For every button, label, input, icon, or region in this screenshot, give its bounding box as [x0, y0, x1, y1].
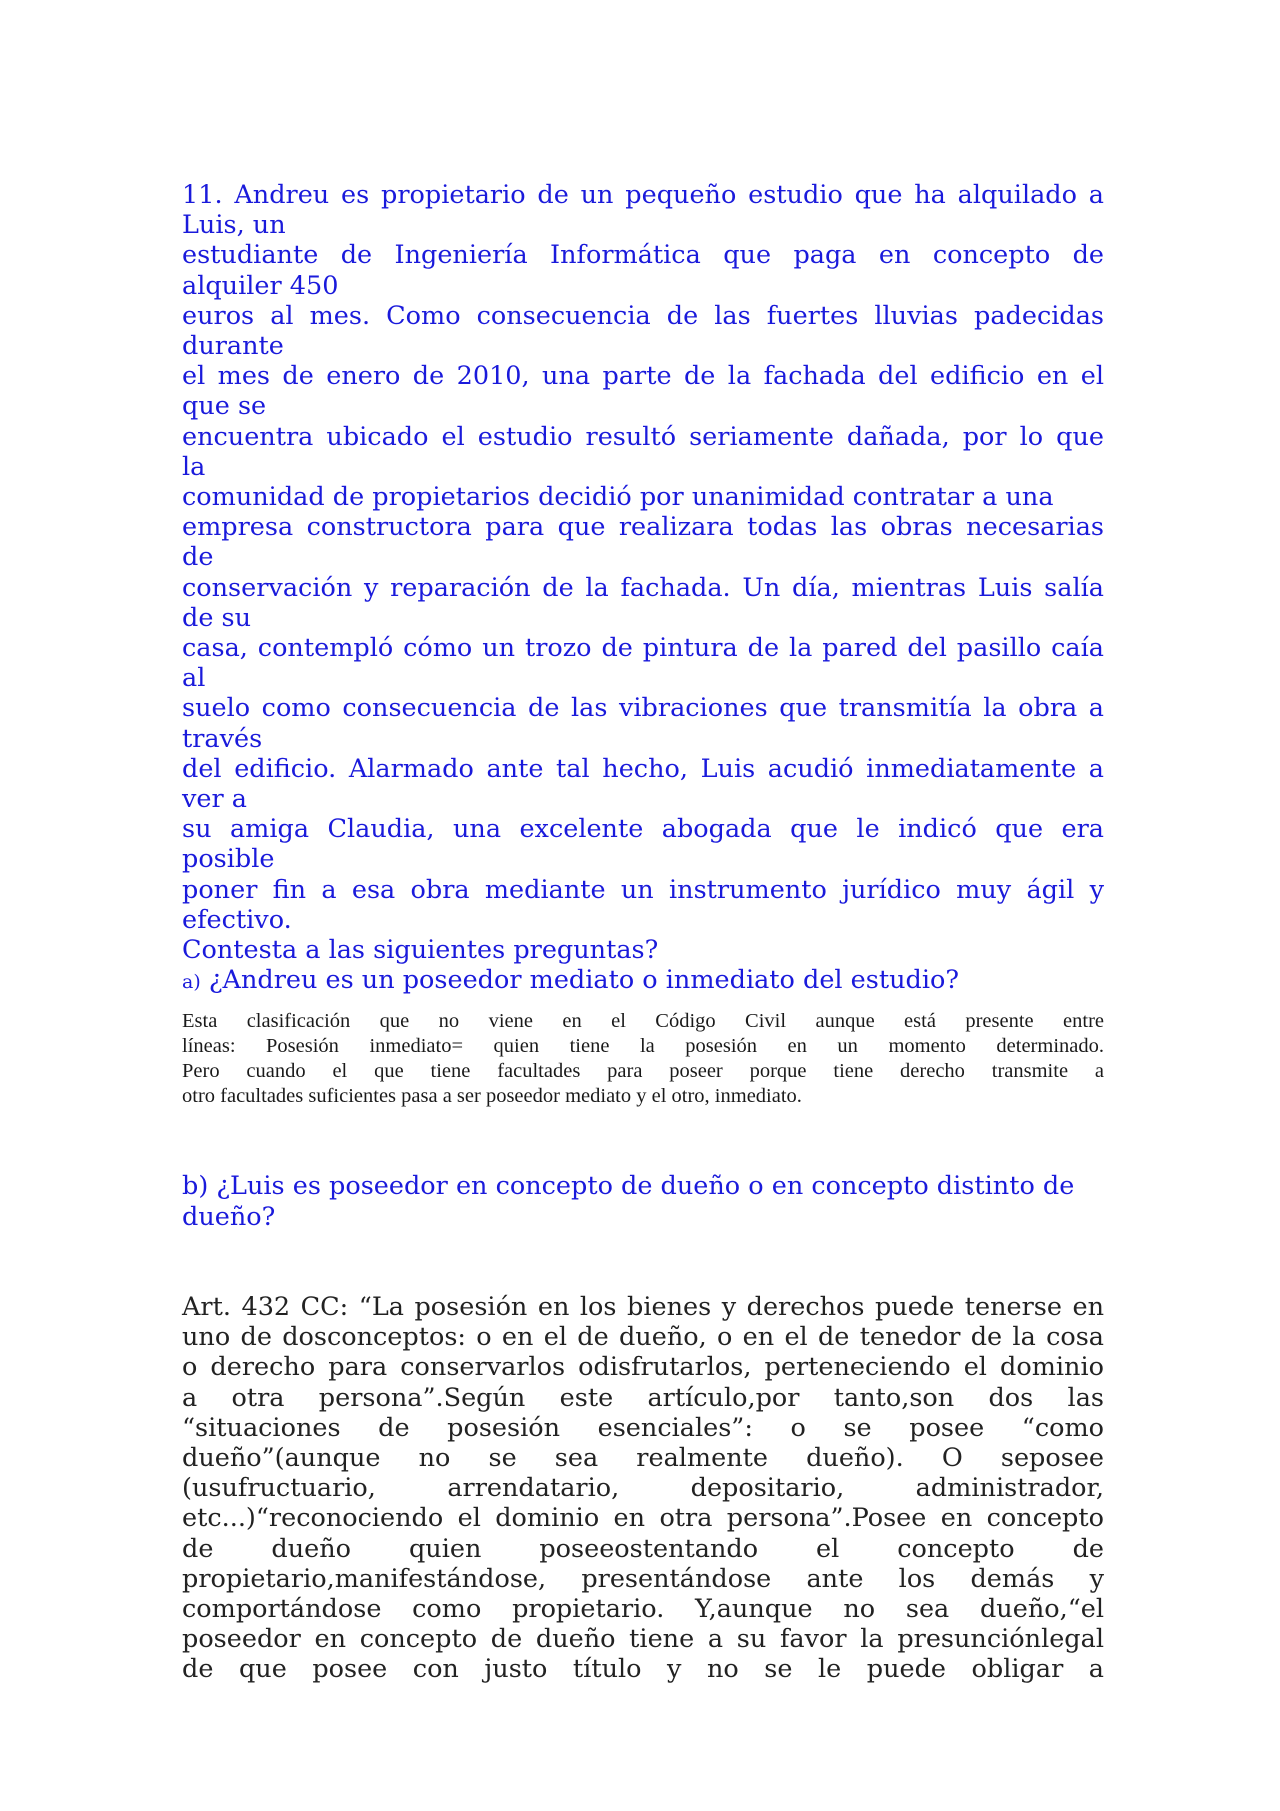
question-line: conservación y reparación de la fachada. Un día, mientras Luis salía	[182, 572, 1104, 603]
answer-line: de dueño quien poseeostentando el concepto de	[182, 1533, 1104, 1564]
question-line: Luis, un	[182, 210, 286, 241]
question-line: durante	[182, 331, 284, 362]
question-line: 11. Andreu es propietario de un pequeño estudio que ha alquilado a	[182, 180, 1104, 210]
question-line: dueño?	[182, 1201, 276, 1232]
question-line: posible	[182, 844, 275, 875]
question-line: el mes de enero de 2010, una parte de la fachada del edificio en el	[182, 361, 1104, 392]
question-line: euros al mes. Como consecuencia de las fuertes lluvias padecidas	[182, 300, 1104, 331]
question-line: casa, contempló cómo un trozo de pintura de la pared del pasillo caía	[182, 633, 1104, 664]
part-b-answer	[182, 1292, 1104, 1685]
question-line: del edificio. Alarmado ante tal hecho, Luis acudió inmediatamente a	[182, 753, 1104, 784]
question-line: estudiante de Ingeniería Informática que paga en concepto de	[182, 240, 1104, 271]
question-line: través	[182, 723, 263, 754]
part-a-question-text: ¿Andreu es un poseedor mediato o inmediato del estudio?	[208, 965, 960, 996]
answer-line: “situaciones de posesión esenciales”: o se posee “como	[182, 1412, 1104, 1443]
part-b-question	[182, 1171, 1104, 1231]
answer-line: líneas: Posesión inmediato= quien tiene la posesión en un momento determinado.	[182, 1035, 1104, 1058]
answer-line: a otra persona”.Según este artículo,por tanto,son dos las	[182, 1382, 1104, 1413]
answer-line: de que posee con justo título y no se le puede obligar a	[182, 1654, 1104, 1685]
answer-line: o derecho para conservarlos odisfrutarlos, perteneciendo el dominio	[182, 1352, 1104, 1383]
question-line: empresa constructora para que realizara todas las obras necesarias	[182, 512, 1104, 543]
question-line: la	[182, 451, 206, 482]
question-line: encuentra ubicado el estudio resultó seriamente dañada, por lo que	[182, 421, 1104, 452]
question-line: que se	[182, 391, 267, 422]
answer-line: etc...)“reconociendo el dominio en otra persona”.Posee en concepto	[182, 1503, 1104, 1534]
question-line: ver a	[182, 784, 247, 815]
question-block	[182, 180, 1104, 997]
question-line: poner fin a esa obra mediante un instrumento jurídico muy ágil y	[182, 874, 1104, 905]
answer-line: propietario,manifestándose, presentándose ante los demás y	[182, 1563, 1104, 1594]
question-prompt: Contesta a las siguientes preguntas?	[182, 935, 659, 966]
answer-line: (usufructuario, arrendatario, depositario, administrador,	[182, 1473, 1104, 1504]
question-line: al	[182, 663, 206, 694]
question-line: comunidad de propietarios decidió por unanimidad contratar a una	[182, 482, 1054, 513]
answer-line: Esta clasificación que no viene en el Código Civil aunque está presente entre	[182, 1010, 1104, 1033]
answer-line: Pero cuando el que tiene facultades para poseer porque tiene derecho transmite a	[182, 1060, 1104, 1083]
answer-line: dueño”(aunque no se sea realmente dueño). O seposee	[182, 1442, 1104, 1473]
answer-line: otro facultades suficientes pasa a ser poseedor mediato y el otro, inmediato.	[182, 1085, 802, 1108]
question-line: efectivo.	[182, 904, 292, 935]
question-line: de	[182, 542, 214, 573]
question-line: de su	[182, 602, 252, 633]
answer-line: uno de dosconceptos: o en el de dueño, o en el de tenedor de la cosa	[182, 1322, 1104, 1353]
part-a-marker: a)	[182, 971, 201, 994]
answer-line: Art. 432 CC: “La posesión en los bienes y derechos puede tenerse en	[182, 1291, 1104, 1322]
question-line: alquiler 450	[182, 270, 339, 301]
document-page	[182, 180, 1104, 1685]
part-a-answer	[182, 1009, 1104, 1109]
answer-line: poseedor en concepto de dueño tiene a su favor la presunciónlegal	[182, 1624, 1104, 1655]
answer-line: comportándose como propietario. Y,aunque no sea dueño,“el	[182, 1593, 1104, 1624]
question-line: b) ¿Luis es poseedor en concepto de dueño o en concepto distinto de	[182, 1171, 1075, 1202]
question-line: suelo como consecuencia de las vibraciones que transmitía la obra a	[182, 693, 1104, 724]
part-a-question	[182, 965, 1104, 997]
question-line: su amiga Claudia, una excelente abogada que le indicó que era	[182, 814, 1104, 845]
